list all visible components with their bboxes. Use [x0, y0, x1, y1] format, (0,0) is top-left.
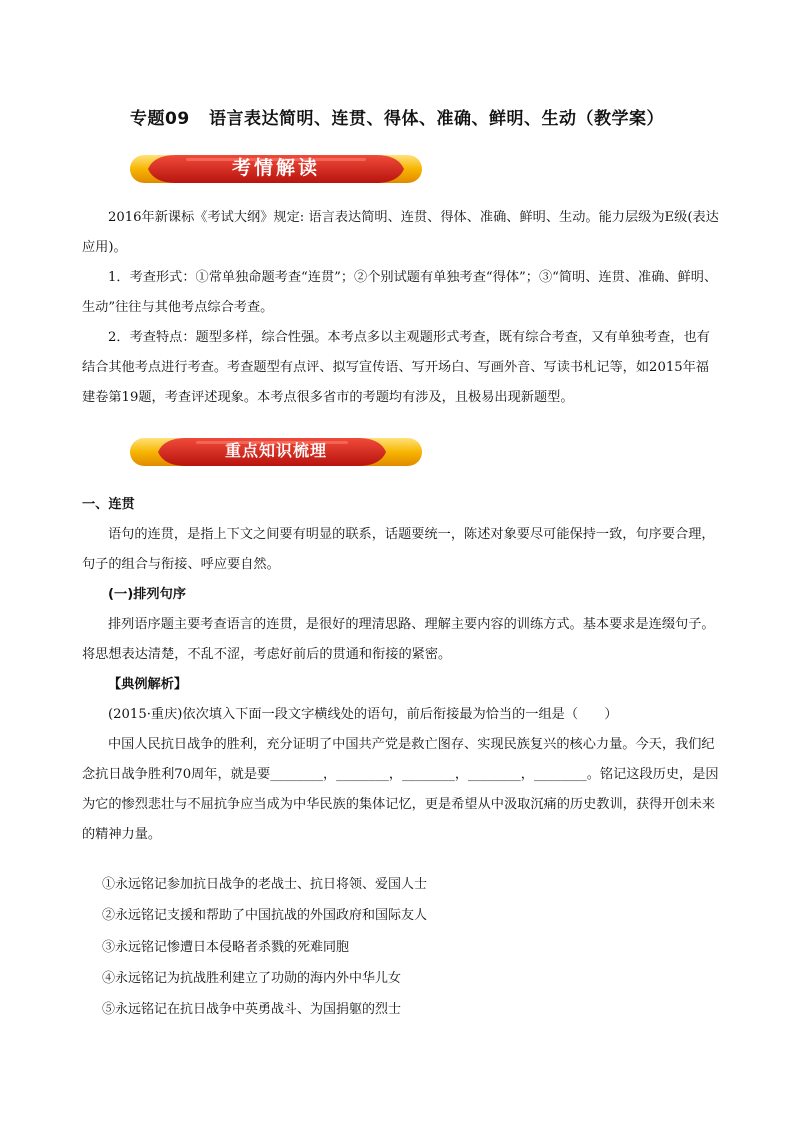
example-passage: 中国人民抗日战争的胜利，充分证明了中国共产党是救亡图存、实现民族复兴的核心力量。今天，我们纪念抗日战争胜利70周年，就是要________，________，________，________，________。铭记这段历史，是因为它的惨烈悲壮与不屈抗争应当成为中华民族的集体记忆，更是希望从中汲取沉痛的历史教训，获得开创未来的精神力量。 [82, 737, 719, 842]
answer-option: ③永远铭记惨遭日本侵略者杀戮的死难同胞 [102, 940, 350, 955]
section-coherence [82, 490, 722, 850]
document-title: 专题09 语言表达简明、连贯、得体、准确、鲜明、生动（教学案） [130, 109, 664, 129]
section-paragraph: 语句的连贯，是指上下文之间要有明显的联系，话题要统一，陈述对象要尽可能保持一致，句序要合理，句子的组合与衔接、呼应要自然。 [82, 527, 715, 572]
banner-label: 考情解读 [231, 157, 320, 179]
subsection-paragraph: 排列语序题主要考查语言的连贯，是很好的理清思路、理解主要内容的训练方式。基本要求是连缀句子。将思想表达清楚，不乱不涩，考虑好前后的贯通和衔接的紧密。 [82, 617, 715, 662]
answer-option: ⑤永远铭记在抗日战争中英勇战斗、为国捐躯的烈士 [102, 1002, 402, 1017]
answer-option: ④永远铭记为抗战胜利建立了功勋的海内外中华儿女 [102, 971, 402, 986]
intro-paragraph: 2．考查特点：题型多样，综合性强。本考点多以主观题形式考查，既有综合考查，又有单独考查，也有结合其他考点进行考查。考查题型有点评、拟写宣传语、写开场白、写画外音、写读书札记等，如2015年福建卷第19题，考查评述现象。本考点很多省市的考题均有涉及，且极易出现新题型。 [82, 330, 710, 405]
intro-paragraph: 1．考查形式：①常单独命题考查“连贯”；②个别试题有单独考查“得体”；③“简明、连贯、准确、鲜明、生动”往往与其他考点综合考查。 [82, 270, 718, 315]
answer-option: ①永远铭记参加抗日战争的老战士、抗日将领、爱国人士 [102, 877, 428, 892]
intro-section [82, 203, 722, 413]
banner-exam-analysis [128, 151, 424, 185]
section-heading: 一、连贯 [82, 497, 135, 512]
example-label: 【典例解析】 [108, 677, 188, 692]
answer-option: ②永远铭记支援和帮助了中国抗战的外国政府和国际友人 [102, 908, 428, 923]
banner-key-knowledge [128, 434, 424, 468]
example-question: (2015·重庆)依次填入下面一段文字横线处的语句，前后衔接最为恰当的一组是（ ） [108, 707, 618, 722]
banner-label: 重点知识梳理 [224, 441, 327, 460]
intro-paragraph: 2016年新课标《考试大纲》规定: 语言表达简明、连贯、得体、准确、鲜明、生动。能力层级为E级(表达应用)。 [82, 210, 719, 255]
subsection-heading: (一)排列句序 [108, 587, 186, 602]
